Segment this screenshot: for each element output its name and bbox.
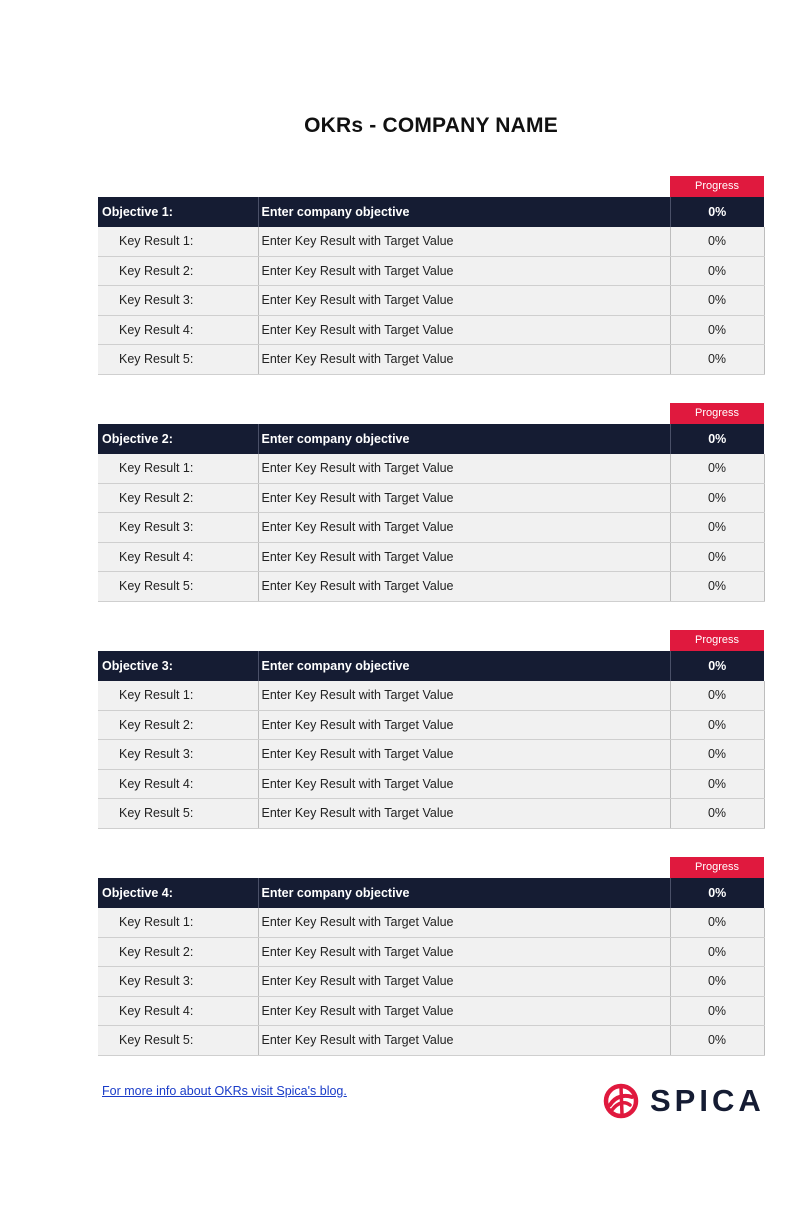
objective-text-cell[interactable]: Enter company objective — [258, 424, 670, 454]
key-result-row — [98, 1026, 764, 1056]
objective-table — [98, 651, 765, 829]
key-result-row — [98, 908, 764, 938]
key-result-row — [98, 996, 764, 1026]
key-result-progress-cell[interactable]: 0% — [670, 286, 764, 316]
key-result-row — [98, 315, 764, 345]
spica-logo-text: SPICA — [650, 1083, 765, 1118]
key-result-progress-cell[interactable]: 0% — [670, 315, 764, 345]
progress-header: Progress — [670, 630, 764, 651]
objective-label: Objective 4: — [98, 878, 258, 908]
key-result-row — [98, 227, 764, 257]
key-result-progress-cell[interactable]: 0% — [670, 937, 764, 967]
objective-label: Objective 2: — [98, 424, 258, 454]
spica-logo-icon — [603, 1083, 639, 1119]
key-result-progress-cell[interactable]: 0% — [670, 483, 764, 513]
objective-row — [98, 878, 764, 908]
key-result-text-cell[interactable]: Enter Key Result with Target Value — [258, 967, 670, 997]
key-result-progress-cell[interactable]: 0% — [670, 542, 764, 572]
objective-text-cell[interactable]: Enter company objective — [258, 651, 670, 681]
key-result-text-cell[interactable]: Enter Key Result with Target Value — [258, 769, 670, 799]
key-result-progress-cell[interactable]: 0% — [670, 572, 764, 602]
key-result-row — [98, 710, 764, 740]
key-result-label: Key Result 1: — [98, 227, 258, 257]
key-result-label: Key Result 4: — [98, 769, 258, 799]
progress-header: Progress — [670, 176, 764, 197]
key-result-progress-cell[interactable]: 0% — [670, 967, 764, 997]
key-result-row — [98, 454, 764, 484]
key-result-progress-cell[interactable]: 0% — [670, 799, 764, 829]
progress-header: Progress — [670, 403, 764, 424]
key-result-text-cell[interactable]: Enter Key Result with Target Value — [258, 799, 670, 829]
key-result-text-cell[interactable]: Enter Key Result with Target Value — [258, 740, 670, 770]
key-result-text-cell[interactable]: Enter Key Result with Target Value — [258, 227, 670, 257]
key-result-progress-cell[interactable]: 0% — [670, 256, 764, 286]
key-result-progress-cell[interactable]: 0% — [670, 345, 764, 375]
key-result-label: Key Result 4: — [98, 996, 258, 1026]
key-result-label: Key Result 2: — [98, 937, 258, 967]
key-result-text-cell[interactable]: Enter Key Result with Target Value — [258, 542, 670, 572]
objective-row — [98, 651, 764, 681]
objective-text-cell[interactable]: Enter company objective — [258, 878, 670, 908]
key-result-row — [98, 572, 764, 602]
key-result-progress-cell[interactable]: 0% — [670, 1026, 764, 1056]
key-result-label: Key Result 3: — [98, 286, 258, 316]
key-result-text-cell[interactable]: Enter Key Result with Target Value — [258, 513, 670, 543]
key-result-text-cell[interactable]: Enter Key Result with Target Value — [258, 908, 670, 938]
key-result-row — [98, 967, 764, 997]
key-result-label: Key Result 5: — [98, 1026, 258, 1056]
key-result-text-cell[interactable]: Enter Key Result with Target Value — [258, 572, 670, 602]
key-result-label: Key Result 4: — [98, 315, 258, 345]
objective-progress-cell[interactable]: 0% — [670, 878, 764, 908]
objective-label: Objective 1: — [98, 197, 258, 227]
key-result-text-cell[interactable]: Enter Key Result with Target Value — [258, 483, 670, 513]
key-result-text-cell[interactable]: Enter Key Result with Target Value — [258, 345, 670, 375]
key-result-text-cell[interactable]: Enter Key Result with Target Value — [258, 315, 670, 345]
key-result-row — [98, 513, 764, 543]
key-result-text-cell[interactable]: Enter Key Result with Target Value — [258, 996, 670, 1026]
key-result-row — [98, 769, 764, 799]
key-result-progress-cell[interactable]: 0% — [670, 227, 764, 257]
key-result-progress-cell[interactable]: 0% — [670, 454, 764, 484]
key-result-text-cell[interactable]: Enter Key Result with Target Value — [258, 681, 670, 711]
key-result-row — [98, 345, 764, 375]
key-result-label: Key Result 2: — [98, 483, 258, 513]
key-result-label: Key Result 3: — [98, 740, 258, 770]
objective-label: Objective 3: — [98, 651, 258, 681]
key-result-progress-cell[interactable]: 0% — [670, 769, 764, 799]
key-result-label: Key Result 2: — [98, 710, 258, 740]
objective-row — [98, 424, 764, 454]
key-result-progress-cell[interactable]: 0% — [670, 681, 764, 711]
key-result-label: Key Result 3: — [98, 513, 258, 543]
key-result-progress-cell[interactable]: 0% — [670, 513, 764, 543]
key-result-text-cell[interactable]: Enter Key Result with Target Value — [258, 710, 670, 740]
key-result-progress-cell[interactable]: 0% — [670, 996, 764, 1026]
key-result-row — [98, 542, 764, 572]
page-title: OKRs - COMPANY NAME — [304, 114, 558, 137]
key-result-text-cell[interactable]: Enter Key Result with Target Value — [258, 256, 670, 286]
key-result-text-cell[interactable]: Enter Key Result with Target Value — [258, 937, 670, 967]
key-result-label: Key Result 4: — [98, 542, 258, 572]
spica-logo — [603, 1083, 765, 1119]
key-result-label: Key Result 5: — [98, 572, 258, 602]
key-result-progress-cell[interactable]: 0% — [670, 740, 764, 770]
key-result-text-cell[interactable]: Enter Key Result with Target Value — [258, 454, 670, 484]
objective-progress-cell[interactable]: 0% — [670, 651, 764, 681]
key-result-row — [98, 937, 764, 967]
key-result-label: Key Result 1: — [98, 681, 258, 711]
key-result-label: Key Result 2: — [98, 256, 258, 286]
key-result-progress-cell[interactable]: 0% — [670, 710, 764, 740]
key-result-row — [98, 286, 764, 316]
key-result-progress-cell[interactable]: 0% — [670, 908, 764, 938]
key-result-row — [98, 483, 764, 513]
progress-header: Progress — [670, 857, 764, 878]
key-result-text-cell[interactable]: Enter Key Result with Target Value — [258, 1026, 670, 1056]
objective-progress-cell[interactable]: 0% — [670, 197, 764, 227]
spica-blog-link[interactable]: For more info about OKRs visit Spica's blog. — [102, 1084, 347, 1098]
objective-progress-cell[interactable]: 0% — [670, 424, 764, 454]
key-result-label: Key Result 5: — [98, 799, 258, 829]
objective-table — [98, 878, 765, 1056]
key-result-label: Key Result 1: — [98, 454, 258, 484]
objective-row — [98, 197, 764, 227]
key-result-row — [98, 681, 764, 711]
objective-text-cell[interactable]: Enter company objective — [258, 197, 670, 227]
key-result-label: Key Result 3: — [98, 967, 258, 997]
objective-table — [98, 424, 765, 602]
key-result-row — [98, 740, 764, 770]
key-result-label: Key Result 5: — [98, 345, 258, 375]
key-result-label: Key Result 1: — [98, 908, 258, 938]
key-result-text-cell[interactable]: Enter Key Result with Target Value — [258, 286, 670, 316]
key-result-row — [98, 256, 764, 286]
objective-table — [98, 197, 765, 375]
key-result-row — [98, 799, 764, 829]
